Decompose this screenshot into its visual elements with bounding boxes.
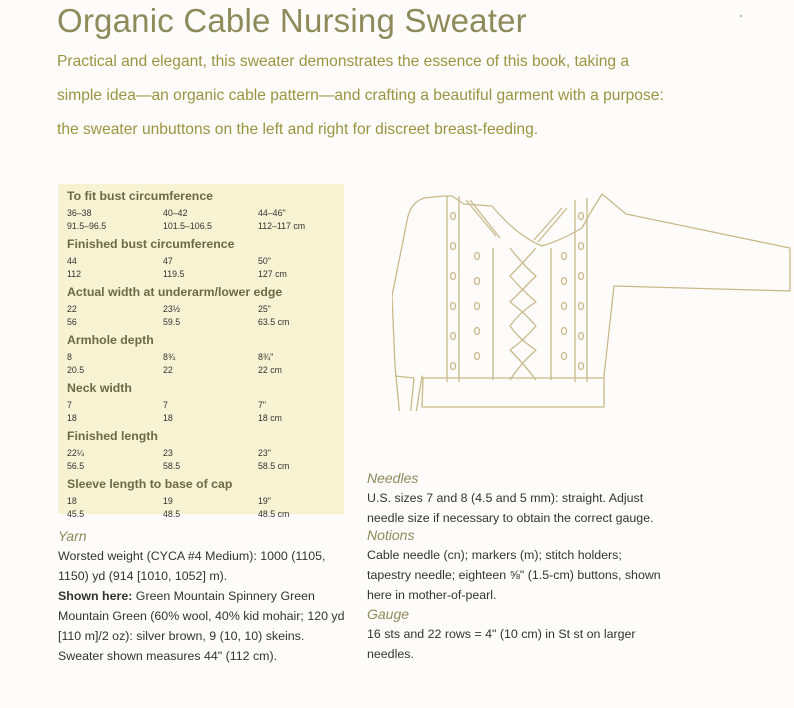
gauge-text: 16 sts and 22 rows = 4" (10 cm) in St st on larger needles.	[367, 627, 636, 661]
size-cell: 58.5	[163, 461, 181, 471]
size-row	[67, 413, 337, 424]
size-cell: 18	[163, 413, 173, 423]
size-cell: 56	[67, 317, 77, 327]
size-cell: 23½	[163, 304, 181, 314]
size-cell: 20.5	[67, 365, 85, 375]
buttons-right	[562, 213, 584, 370]
page-mark	[740, 15, 742, 17]
size-cell: 18	[67, 413, 77, 423]
page-title: Organic Cable Nursing Sweater	[57, 2, 527, 39]
buttons-left	[451, 213, 480, 370]
yarn-weight: Worsted weight (CYCA #4 Medium): 1000 (1105, 1150) yd (914 [1010, 1052] m).	[58, 549, 326, 583]
size-cell: 22 cm	[258, 365, 282, 375]
yarn-heading: Yarn	[58, 528, 87, 544]
yarn-section	[58, 526, 354, 666]
cable-left-edge	[493, 248, 551, 380]
size-row	[67, 509, 337, 520]
yarn-shown-text: Green Mountain Spinnery Green Mountain Green (60% wool, 40% kid mohair; 120 yd [110 m]/2 oz): silver brown, 9 (10, 10) skeins.	[58, 589, 345, 643]
size-row	[67, 221, 337, 232]
size-heading: Finished length	[67, 429, 158, 443]
size-row	[67, 304, 337, 315]
size-table	[67, 186, 337, 520]
size-cell: 45.5	[67, 509, 85, 519]
size-cell: 19	[163, 496, 173, 506]
size-cell: 25"	[258, 304, 271, 314]
size-cell: 18	[67, 496, 77, 506]
size-cell: 19"	[258, 496, 271, 506]
size-heading: To fit bust circumference	[67, 189, 213, 203]
size-row	[67, 269, 337, 280]
size-cell: 112	[67, 269, 82, 279]
size-cell: 127 cm	[258, 269, 287, 279]
yarn-shown-label: Shown here:	[58, 589, 133, 603]
size-cell: 7"	[258, 400, 267, 410]
needles-heading: Needles	[367, 470, 419, 486]
size-cell: 36–38	[67, 208, 92, 218]
size-cell: 48.5	[163, 509, 181, 519]
size-row	[67, 352, 337, 363]
size-heading: Finished bust circumference	[67, 237, 235, 251]
size-cell: 63.5 cm	[258, 317, 290, 327]
gauge-heading: Gauge	[367, 606, 410, 622]
notions-section	[367, 525, 667, 605]
size-cell: 22¼	[67, 448, 85, 458]
needles-text: U.S. sizes 7 and 8 (4.5 and 5 mm): straight. Adjust needle size if necessary to obtain the correct gauge.	[367, 491, 654, 525]
size-cell: 91.5–96.5	[67, 221, 107, 231]
size-cell: 7	[163, 400, 168, 410]
size-cell: 56.5	[67, 461, 85, 471]
size-cell: 58.5 cm	[258, 461, 290, 471]
size-cell: 22	[67, 304, 77, 314]
sweater-schematic	[392, 186, 792, 411]
size-cell: 18 cm	[258, 413, 282, 423]
right-front-band	[534, 198, 587, 382]
gauge-section	[367, 604, 667, 664]
size-heading: Sleeve length to base of cap	[67, 477, 233, 491]
needles-section	[367, 468, 667, 528]
size-row	[67, 317, 337, 328]
size-row	[67, 256, 337, 267]
cable-pattern	[510, 248, 536, 380]
size-cell: 48.5 cm	[258, 509, 290, 519]
size-heading: Neck width	[67, 381, 132, 395]
intro-paragraph: Practical and elegant, this sweater demonstrates the essence of this book, taking a simple idea—an organic cable pattern—and crafting a beautiful garment with a purpose: the sweater unbuttons on the left and right for discreet breast-feeding.	[57, 53, 664, 138]
size-cell: 59.5	[163, 317, 181, 327]
size-row	[67, 461, 337, 472]
size-cell: 112–117 cm	[258, 221, 306, 231]
size-row	[67, 400, 337, 411]
size-cell: 23	[163, 448, 173, 458]
size-cell: 101.5–106.5	[163, 221, 212, 231]
yarn-shown-here	[58, 586, 354, 646]
size-cell: 40–42	[163, 208, 188, 218]
size-heading: Armhole depth	[67, 333, 154, 347]
size-cell: 7	[67, 400, 72, 410]
size-cell: 119.5	[163, 269, 185, 279]
size-cell: 8	[67, 352, 72, 362]
size-cell: 8¾"	[258, 352, 274, 362]
size-cell: 8¾	[163, 352, 176, 362]
size-row	[67, 496, 337, 507]
size-heading: Actual width at underarm/lower edge	[67, 285, 283, 299]
notions-text: Cable needle (cn); markers (m); stitch holders; tapestry needle; eighteen ⅝" (1.5-cm) buttons, shown here in mother-of-pearl.	[367, 548, 661, 602]
size-row	[67, 365, 337, 376]
size-row	[67, 208, 337, 219]
size-cell: 23"	[258, 448, 271, 458]
size-row	[67, 448, 337, 459]
size-cell: 44	[67, 256, 77, 266]
left-front-band	[447, 196, 500, 382]
notions-heading: Notions	[367, 527, 415, 543]
size-cell: 44–46"	[258, 208, 286, 218]
size-cell: 47	[163, 256, 173, 266]
size-cell: 22	[163, 365, 173, 375]
size-cell: 50"	[258, 256, 271, 266]
yarn-measure: Sweater shown measures 44" (112 cm).	[58, 649, 278, 663]
